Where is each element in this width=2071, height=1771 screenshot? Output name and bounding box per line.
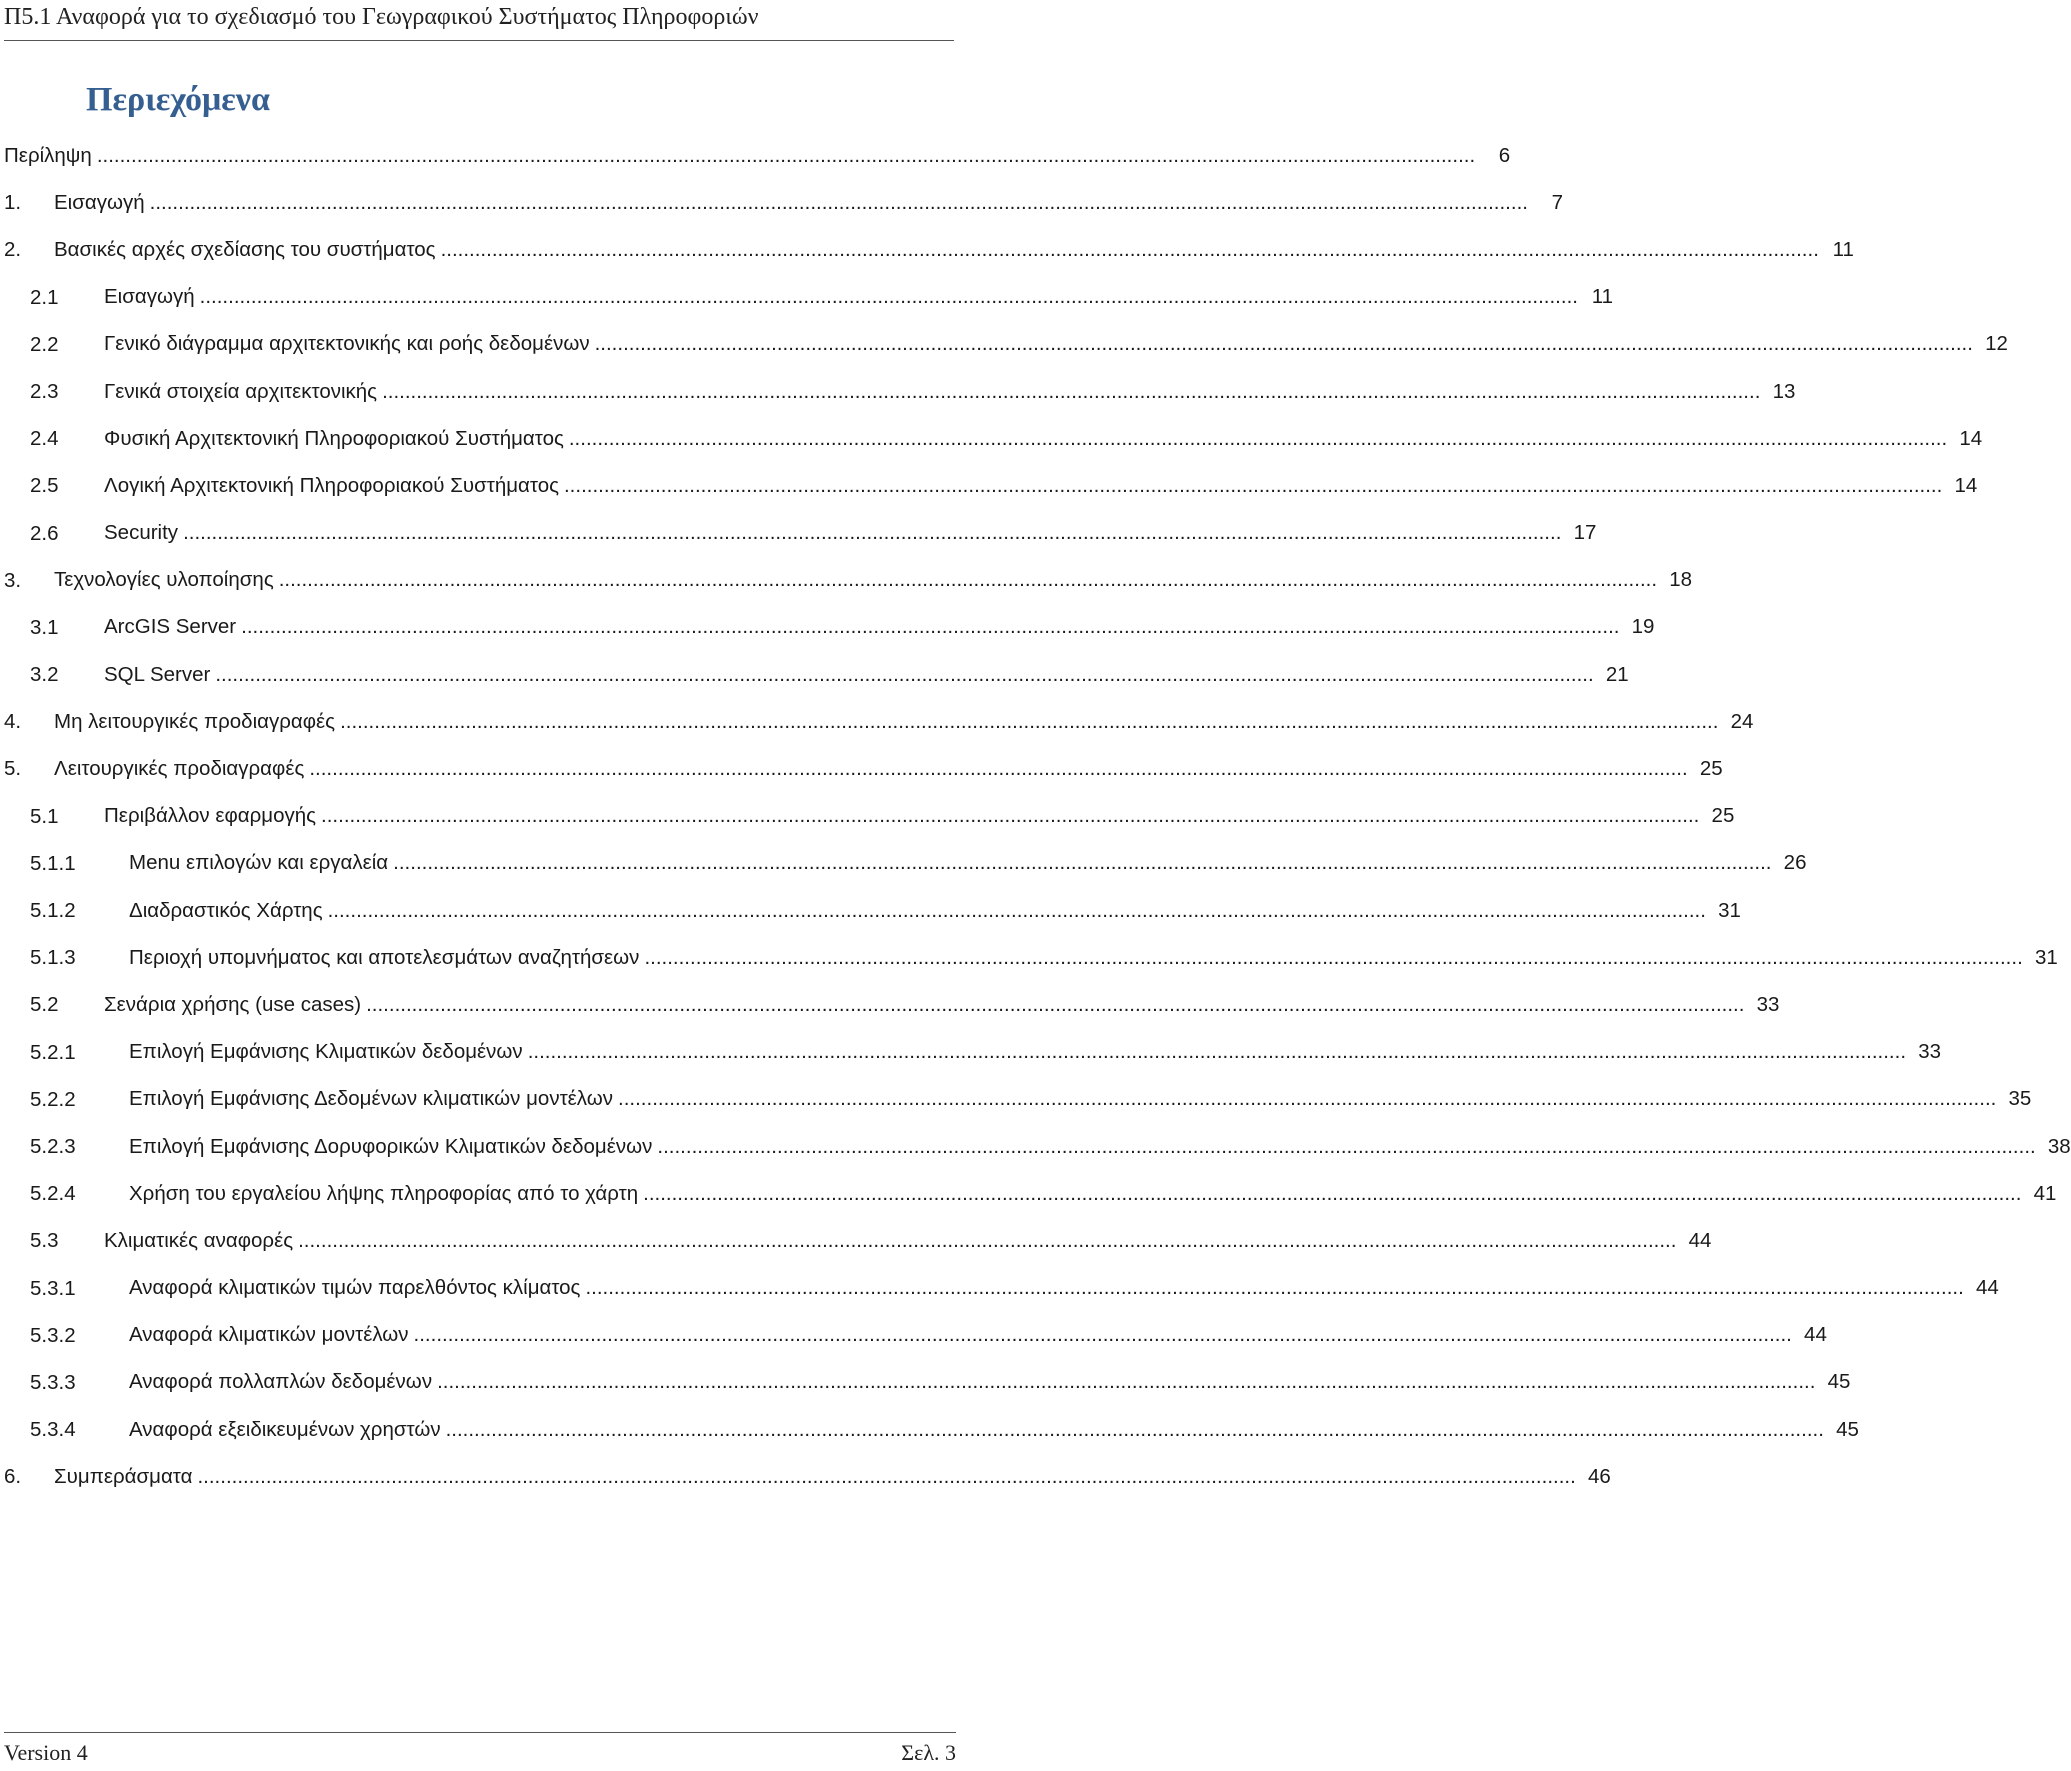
toc-dot-leader: .................................................................................................................................................................................................................................................. xyxy=(618,1087,1997,1111)
toc-entry-number: 5.3 xyxy=(30,1229,59,1253)
toc-entry-page: 24 xyxy=(1730,709,1754,733)
toc-entry-page: 44 xyxy=(1804,1323,1827,1347)
page-header xyxy=(4,0,954,41)
toc-entry[interactable] xyxy=(0,793,1735,840)
toc-entry-page: 14 xyxy=(1954,473,1978,497)
toc-entry[interactable] xyxy=(0,745,1723,792)
toc-entry-page: 46 xyxy=(1587,1464,1611,1488)
toc-entry[interactable] xyxy=(0,651,1629,698)
toc-entry-page: 6 xyxy=(1498,143,1511,167)
toc-entry-line xyxy=(104,368,1796,415)
toc-entry-page: 13 xyxy=(1772,379,1796,403)
toc-entry-title: Γενικά στοιχεία αρχιτεκτονικής xyxy=(104,379,378,403)
toc-entry-line xyxy=(129,1029,1942,1076)
toc-dot-leader: .................................................................................................................................................................................................................................................. xyxy=(657,1134,2036,1158)
toc-entry-page: 26 xyxy=(1783,851,1807,875)
toc-dot-leader: .................................................................................................................................................................................................................................................. xyxy=(215,662,1594,686)
toc-entry-line xyxy=(129,1076,2032,1123)
toc-entry-title: Επιλογή Εμφάνισης Κλιματικών δεδομένων xyxy=(129,1040,523,1064)
toc-dot-leader: .................................................................................................................................................................................................................................................. xyxy=(594,332,1973,356)
page-number: Σελ. 3 xyxy=(901,1740,956,1765)
toc-entry-number: 2.2 xyxy=(30,332,59,356)
toc-entry-page: 25 xyxy=(1711,804,1735,828)
toc-entry-title: Αναφορά κλιματικών μοντέλων xyxy=(129,1323,409,1347)
toc-entry-line xyxy=(4,132,1511,179)
toc-dot-leader: .................................................................................................................................................................................................................................................. xyxy=(183,521,1562,545)
toc-entry-number: 5.1.3 xyxy=(30,946,76,970)
toc-entry-number: 5.1.2 xyxy=(30,899,76,922)
toc-entry-page: 41 xyxy=(2033,1181,2057,1205)
toc-title: Περιεχόμενα xyxy=(86,81,270,118)
toc-entry[interactable] xyxy=(0,1076,2032,1123)
toc-entry[interactable] xyxy=(0,698,1754,745)
toc-entry[interactable] xyxy=(0,840,1807,887)
toc-entry-title: Περιβάλλον εφαρμογής xyxy=(104,804,317,828)
toc-dot-leader: .................................................................................................................................................................................................................................................. xyxy=(96,143,1476,167)
toc-entry-title: Λειτουργικές προδιαγραφές xyxy=(54,757,305,781)
toc-entry-title: Βασικές αρχές σχεδίασης του συστήματος xyxy=(54,237,436,261)
toc-entry-page: 31 xyxy=(2034,945,2058,969)
toc-entry-page: 19 xyxy=(1631,615,1655,639)
toc-entry-line xyxy=(129,1123,2071,1170)
toc-entry-title: Σενάρια χρήσης (use cases) xyxy=(104,992,362,1016)
toc-dot-leader: .................................................................................................................................................................................................................................................. xyxy=(278,568,1658,592)
toc-entry-line xyxy=(54,745,1723,792)
toc-entry[interactable] xyxy=(0,1265,1999,1312)
toc-entry-number: 4. xyxy=(4,710,22,734)
toc-dot-leader: .................................................................................................................................................................................................................................................. xyxy=(340,709,1719,733)
toc-entry[interactable] xyxy=(0,179,1563,226)
toc-entry-page: 33 xyxy=(1918,1040,1942,1064)
toc-entry[interactable] xyxy=(0,1029,1942,1076)
toc-entry-page: 11 xyxy=(1832,237,1854,261)
toc-entry-page: 18 xyxy=(1669,568,1693,592)
toc-entry-title: Security xyxy=(104,521,179,545)
toc-entry-title: Εισαγωγή xyxy=(54,190,145,214)
toc-entry-line xyxy=(129,840,1807,887)
toc-entry[interactable] xyxy=(0,557,1693,604)
toc-entry-page: 45 xyxy=(1827,1370,1851,1394)
toc-entry-page: 44 xyxy=(1688,1228,1712,1252)
toc-entry-line xyxy=(129,1312,1827,1359)
toc-dot-leader: .................................................................................................................................................................................................................................................. xyxy=(366,992,1745,1016)
toc-entry-title: Αναφορά κλιματικών τιμών παρελθόντος κλίματος xyxy=(129,1276,581,1300)
toc-entry[interactable] xyxy=(0,462,1978,509)
toc-dot-leader: .................................................................................................................................................................................................................................................. xyxy=(585,1276,1964,1300)
toc-entry-page: 33 xyxy=(1756,992,1780,1016)
toc-dot-leader: .................................................................................................................................................................................................................................................. xyxy=(527,1040,1907,1064)
toc-entry[interactable] xyxy=(0,510,1597,557)
toc-entry-title: Περίληψη xyxy=(4,143,92,167)
toc-entry[interactable] xyxy=(0,1170,2057,1217)
toc-entry[interactable] xyxy=(0,1359,1851,1406)
toc-entry-title: ArcGIS Server xyxy=(104,615,237,639)
toc-entry-number: 5.2.3 xyxy=(30,1134,76,1158)
toc-dot-leader: .................................................................................................................................................................................................................................................. xyxy=(643,1181,2022,1205)
toc-entry[interactable] xyxy=(0,981,1780,1028)
toc-entry-number: 5.3.2 xyxy=(30,1323,76,1347)
toc-entry-line xyxy=(129,1359,1851,1406)
toc-dot-leader: .................................................................................................................................................................................................................................................. xyxy=(199,285,1578,309)
toc-entry[interactable] xyxy=(0,1406,1859,1453)
toc-entry-title: Γενικό διάγραμμα αρχιτεκτονικής και ροής δεδομένων xyxy=(104,332,590,356)
toc-entry-line xyxy=(129,1265,1999,1312)
toc-entry-title: Διαδραστικός Χάρτης xyxy=(129,898,323,922)
toc-entry-line xyxy=(129,1406,1859,1453)
toc-entry-number: 3.1 xyxy=(30,615,59,639)
toc-entry-line xyxy=(104,510,1597,557)
toc-entry-page: 35 xyxy=(2008,1087,2032,1111)
toc-dot-leader: .................................................................................................................................................................................................................................................. xyxy=(241,615,1620,639)
toc-dot-leader: .................................................................................................................................................................................................................................................. xyxy=(568,426,1948,450)
toc-entry-line xyxy=(54,1453,1611,1500)
toc-dot-leader: .................................................................................................................................................................................................................................................. xyxy=(197,1464,1576,1488)
toc-entry-number: 5.3.1 xyxy=(30,1276,76,1300)
toc-dot-leader: .................................................................................................................................................................................................................................................. xyxy=(644,945,2023,969)
table-of-contents xyxy=(0,132,2071,1500)
toc-entry[interactable] xyxy=(0,887,1741,934)
toc-entry[interactable] xyxy=(0,1123,2071,1170)
toc-dot-leader: .................................................................................................................................................................................................................................................. xyxy=(321,804,1700,828)
toc-entry-line xyxy=(104,274,1613,321)
toc-entry-number: 2.6 xyxy=(30,521,59,545)
toc-entry[interactable] xyxy=(0,1453,1611,1500)
toc-entry-page: 21 xyxy=(1605,662,1629,686)
toc-entry-number: 5.3.4 xyxy=(30,1418,76,1442)
toc-entry-title: Φυσική Αρχιτεκτονική Πληροφοριακού Συστήματος xyxy=(104,426,564,450)
toc-entry-line xyxy=(104,321,2008,368)
toc-dot-leader: .................................................................................................................................................................................................................................................. xyxy=(382,379,1761,403)
toc-entry-number: 5.2 xyxy=(30,993,59,1017)
toc-entry-title: Αναφορά εξειδικευμένων χρηστών xyxy=(129,1417,441,1441)
toc-entry-page: 25 xyxy=(1699,757,1723,781)
toc-entry[interactable] xyxy=(0,934,2058,981)
toc-entry-page: 14 xyxy=(1959,426,1983,450)
toc-entry[interactable] xyxy=(0,132,1511,179)
toc-entry-page: 45 xyxy=(1836,1417,1859,1441)
toc-entry-number: 6. xyxy=(4,1465,22,1489)
toc-entry-number: 5.2.4 xyxy=(30,1182,76,1206)
toc-entry-line xyxy=(129,934,2058,981)
toc-entry[interactable] xyxy=(0,1312,1827,1359)
document-title: Π5.1 Αναφορά για το σχεδιασμό του Γεωγραφικού Συστήματος Πληροφοριών xyxy=(4,4,759,30)
toc-entry-title: Κλιματικές αναφορές xyxy=(104,1228,294,1252)
toc-entry-line xyxy=(54,179,1563,226)
toc-entry-line xyxy=(104,981,1780,1028)
toc-entry-number: 1. xyxy=(4,191,22,215)
toc-entry-number: 3.2 xyxy=(30,663,59,687)
toc-dot-leader: .................................................................................................................................................................................................................................................. xyxy=(563,473,1943,497)
version-label: Version 4 xyxy=(4,1740,88,1765)
toc-entry[interactable] xyxy=(0,274,1613,321)
toc-entry-line xyxy=(104,462,1978,509)
toc-entry-title: Εισαγωγή xyxy=(104,285,195,309)
toc-entry-line xyxy=(54,226,1854,273)
toc-entry-title: Περιοχή υπομνήματος και αποτελεσμάτων αναζητήσεων xyxy=(129,945,640,969)
toc-entry-title: Χρήση του εργαλείου λήψης πληροφορίας από το χάρτη xyxy=(129,1181,639,1205)
toc-entry[interactable] xyxy=(0,226,1854,273)
toc-entry-number: 2. xyxy=(4,238,22,262)
toc-entry-page: 17 xyxy=(1573,521,1597,545)
toc-dot-leader: .................................................................................................................................................................................................................................................. xyxy=(149,190,1528,214)
toc-entry[interactable] xyxy=(0,321,2008,368)
toc-entry-title: Τεχνολογίες υλοποίησης xyxy=(54,568,274,592)
toc-entry-line xyxy=(129,1170,2057,1217)
toc-entry-number: 3. xyxy=(4,568,22,592)
toc-entry-page: 7 xyxy=(1551,190,1563,214)
toc-entry-page: 12 xyxy=(1985,332,2008,356)
toc-entry-title: Λογική Αρχιτεκτονική Πληροφοριακού Συστήματος xyxy=(104,473,559,497)
toc-entry-title: Επιλογή Εμφάνισης Δεδομένων κλιματικών μοντέλων xyxy=(129,1087,614,1111)
toc-entry-page: 31 xyxy=(1718,898,1741,922)
toc-entry-line xyxy=(104,651,1629,698)
toc-entry-number: 5.3.3 xyxy=(30,1370,76,1394)
toc-dot-leader: .................................................................................................................................................................................................................................................. xyxy=(445,1417,1824,1441)
toc-dot-leader: .................................................................................................................................................................................................................................................. xyxy=(440,237,1819,261)
toc-entry-page: 38 xyxy=(2047,1134,2071,1158)
toc-entry-line xyxy=(129,887,1741,934)
toc-entry-title: Αναφορά πολλαπλών δεδομένων xyxy=(129,1370,433,1394)
page-footer xyxy=(4,1732,956,1771)
toc-dot-leader: .................................................................................................................................................................................................................................................. xyxy=(393,851,1772,875)
toc-entry-line xyxy=(104,415,1983,462)
toc-entry-title: Μη λειτουργικές προδιαγραφές xyxy=(54,709,336,733)
toc-entry[interactable] xyxy=(0,1217,1712,1264)
toc-entry-title: Συμπεράσματα xyxy=(54,1464,193,1488)
toc-entry-line xyxy=(54,698,1754,745)
toc-entry-number: 5.1 xyxy=(30,804,59,828)
toc-dot-leader: .................................................................................................................................................................................................................................................. xyxy=(298,1228,1677,1252)
toc-entry-title: SQL Server xyxy=(104,662,211,686)
toc-entry-number: 5.1.1 xyxy=(30,851,76,875)
toc-entry-number: 2.5 xyxy=(30,474,59,498)
toc-entry-title: Επιλογή Εμφάνισης Δορυφορικών Κλιματικών δεδομένων xyxy=(129,1134,653,1158)
toc-entry[interactable] xyxy=(0,368,1796,415)
toc-entry-line xyxy=(104,1217,1712,1264)
toc-entry-number: 5.2.1 xyxy=(30,1040,76,1064)
toc-entry-number: 2.4 xyxy=(30,427,59,451)
toc-entry[interactable] xyxy=(0,415,1983,462)
toc-dot-leader: .................................................................................................................................................................................................................................................. xyxy=(309,757,1688,781)
toc-entry-line xyxy=(104,793,1735,840)
toc-entry-line xyxy=(54,557,1693,604)
toc-entry-number: 5.2.2 xyxy=(30,1087,76,1111)
toc-entry-number: 5. xyxy=(4,757,22,781)
toc-entry-page: 44 xyxy=(1975,1276,1999,1300)
toc-entry-number: 2.3 xyxy=(30,379,59,403)
toc-entry-page: 11 xyxy=(1591,285,1613,309)
toc-dot-leader: .................................................................................................................................................................................................................................................. xyxy=(413,1323,1792,1347)
toc-entry-line xyxy=(104,604,1655,651)
toc-entry-title: Menu επιλογών και εργαλεία xyxy=(129,851,389,875)
toc-dot-leader: .................................................................................................................................................................................................................................................. xyxy=(327,898,1706,922)
toc-entry[interactable] xyxy=(0,604,1655,651)
toc-dot-leader: .................................................................................................................................................................................................................................................. xyxy=(437,1370,1816,1394)
toc-entry-number: 2.1 xyxy=(30,285,59,309)
